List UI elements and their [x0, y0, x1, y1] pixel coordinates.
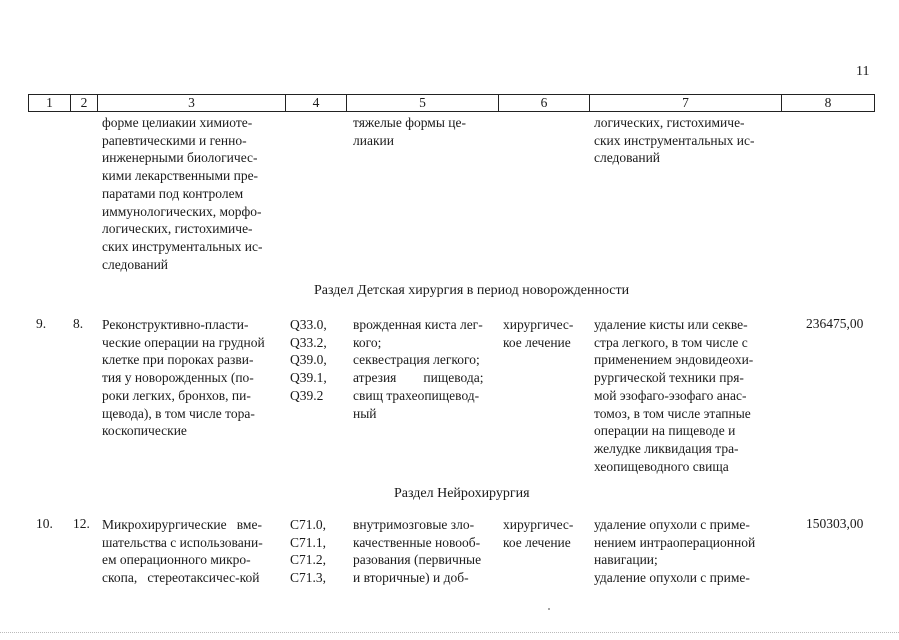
- patient-model: врожденная киста лег- кого; секвестрация легкого; атрезия пищевода; свищ трахеопищевод- ный: [353, 317, 484, 421]
- method-name: Микрохирургические вме- шательства с использовани- ем операционного микро- скопа, стереотаксичес-кой: [102, 517, 263, 586]
- continued-method-name: форме целиакии химиоте- рапевтическими и генно- инженерными биологичес- кими лекарственными пре- паратами под контролем иммунологических, морфо- логических, гистохимиче- ских инструментальных ис- следований: [102, 115, 263, 272]
- cost-value: 236475,00: [806, 316, 864, 331]
- column-header-5: 5: [347, 95, 499, 112]
- patient-model: внутримозговые зло- качественные новооб- разования (первичные и вторичные) и доб-: [353, 517, 482, 586]
- treatment-method: удаление кисты или секве- стра легкого, в том числе с применением эндовидеохи- рургической техники пря- мой эзофаго-эзофаго анас- томоз, в том числе этапные операции на пищеводе и желудке ликвидация тра- хеопищеводного свища: [594, 317, 754, 474]
- column-header-7: 7: [590, 95, 782, 112]
- cost-value: 150303,00: [806, 516, 864, 531]
- group-number: 12.: [73, 516, 90, 531]
- treatment-type: хирургичес- кое лечение: [503, 317, 574, 350]
- group-number: 8.: [73, 316, 84, 331]
- scan-speck: [548, 608, 550, 610]
- icd-codes: C71.0, C71.1, C71.2, C71.3,: [290, 517, 327, 586]
- page-number: 11: [856, 64, 870, 79]
- column-header-8: 8: [782, 95, 875, 112]
- section-title-neonatal-surgery: Раздел Детская хирургия в период новорожденности: [314, 283, 630, 298]
- method-name: Реконструктивно-пласти- ческие операции на грудной клетке при пороках разви- тия у новорожденных (по- роки легких, бронхов, пи- щевода), в том числе тора- коскопические: [102, 317, 265, 439]
- column-header-2: 2: [71, 95, 98, 112]
- treatment-method: удаление опухоли с приме- нением интраоперационной навигации; удаление опухоли с приме-: [594, 517, 756, 586]
- column-header-row: [29, 95, 875, 112]
- scan-bottom-edge: [0, 632, 899, 634]
- column-header-6: 6: [499, 95, 590, 112]
- column-header-table: [28, 94, 875, 112]
- continued-treatment-method: логических, гистохимиче- ских инструментальных ис- следований: [594, 115, 755, 166]
- continued-patient-model: тяжелые формы це- лиакии: [353, 115, 466, 148]
- treatment-type: хирургичес- кое лечение: [503, 517, 574, 550]
- section-title-neurosurgery: Раздел Нейрохирургия: [394, 486, 530, 501]
- row-number: 9.: [36, 316, 47, 331]
- row-number: 10.: [36, 516, 53, 531]
- icd-codes: Q33.0, Q33.2, Q39.0, Q39.1, Q39.2: [290, 317, 327, 403]
- column-header-3: 3: [98, 95, 286, 112]
- column-header-4: 4: [286, 95, 347, 112]
- column-header-1: 1: [29, 95, 71, 112]
